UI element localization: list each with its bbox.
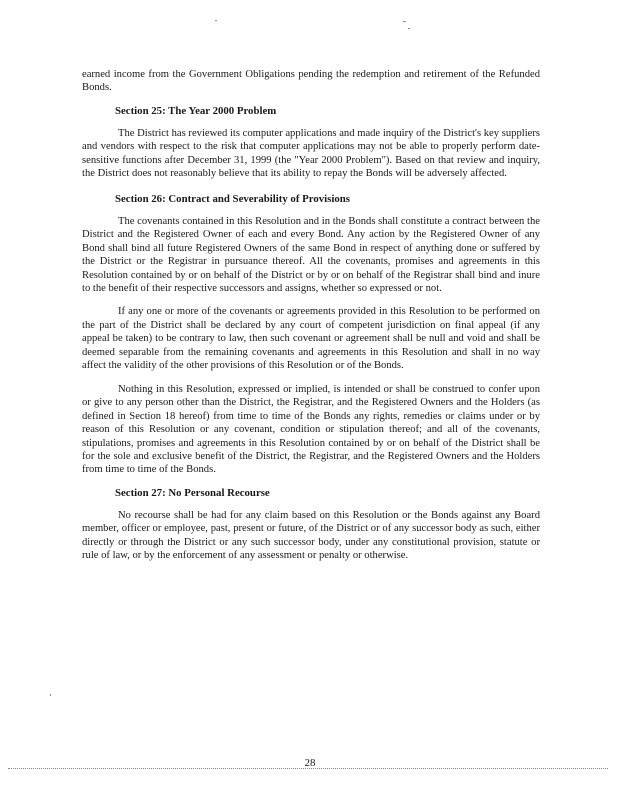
scan-speck xyxy=(403,21,406,22)
section-26-paragraph-2: If any one or more of the covenants or agreements provided in this Resolution to be performed on the part of the District shall be declared by any court of competent jurisdiction on final appeal (if any appeal be taken) to be contrary to law, then such covenant or agreement shall be null and void and shall be deemed separable from the remaining covenants and agreements in this Resolution and shall in no way affect the validity of the other provisions of this Resolution or of the Bonds. xyxy=(82,306,540,372)
section-25-heading: Section 25: The Year 2000 Problem xyxy=(115,104,277,117)
section-26-paragraph-3: Nothing in this Resolution, expressed or implied, is intended or shall be construed to confer upon or give to any person other than the District, the Registrar, and the Registered Owners and the Holders (as defined in Section 18 hereof) from time to time of the Bonds any rights, remedies or claims under or by reason of this Resolution or any covenant, condition or stipulation thereof; and all of the covenants, stipulations, promises and agreements in this Resolution contained by or on behalf of the District shall be for the sole and exclusive benefit of the District, the Registrar, and the Registered Owners and the Holders from time to time of the Bonds. xyxy=(82,383,540,476)
scan-speck xyxy=(408,28,410,29)
footer-rule xyxy=(8,768,608,769)
section-26-heading: Section 26: Contract and Severability of Provisions xyxy=(115,192,350,205)
scan-speck xyxy=(215,20,217,21)
intro-paragraph: earned income from the Government Obligations pending the redemption and retirement of the Refunded Bonds. xyxy=(82,69,540,94)
section-27-heading: Section 27: No Personal Recourse xyxy=(115,486,270,499)
section-25-paragraph: The District has reviewed its computer applications and made inquiry of the District's key suppliers and vendors with respect to the risk that computer applications may not be able to properly perform date-sensitive functions after December 31, 1999 (the "Year 2000 Problem"). Based on that review and inquiry, the District does not reasonably believe that its ability to repay the Bonds will be adversely affected. xyxy=(82,127,540,180)
document-body xyxy=(82,68,540,563)
section-26-paragraph-1: The covenants contained in this Resolution and in the Bonds shall constitute a contract between the District and the Registered Owner of each and every Bond. Any action by the Registered Owner of any Bond shall bind all future Registered Owners of the same Bond in respect of anything done or suffered by the District or the Registrar in pursuance thereof. All the covenants, promises and agreements in this Resolution contained by or on behalf of the District or by or on behalf of the Registrar shall bind and inure to the benefit of their respective successors and assigns, whether so expressed or not. xyxy=(82,215,540,294)
section-27-paragraph: No recourse shall be had for any claim based on this Resolution or the Bonds against any Board member, officer or employee, past, present or future, of the District or of any successor body as such, either directly or through the District or any such successor body, under any constitutional provision, statute or rule of law, or by the enforcement of any assessment or penalty or otherwise. xyxy=(82,509,540,562)
scan-speck xyxy=(50,694,51,696)
page-number: 28 xyxy=(304,757,316,769)
